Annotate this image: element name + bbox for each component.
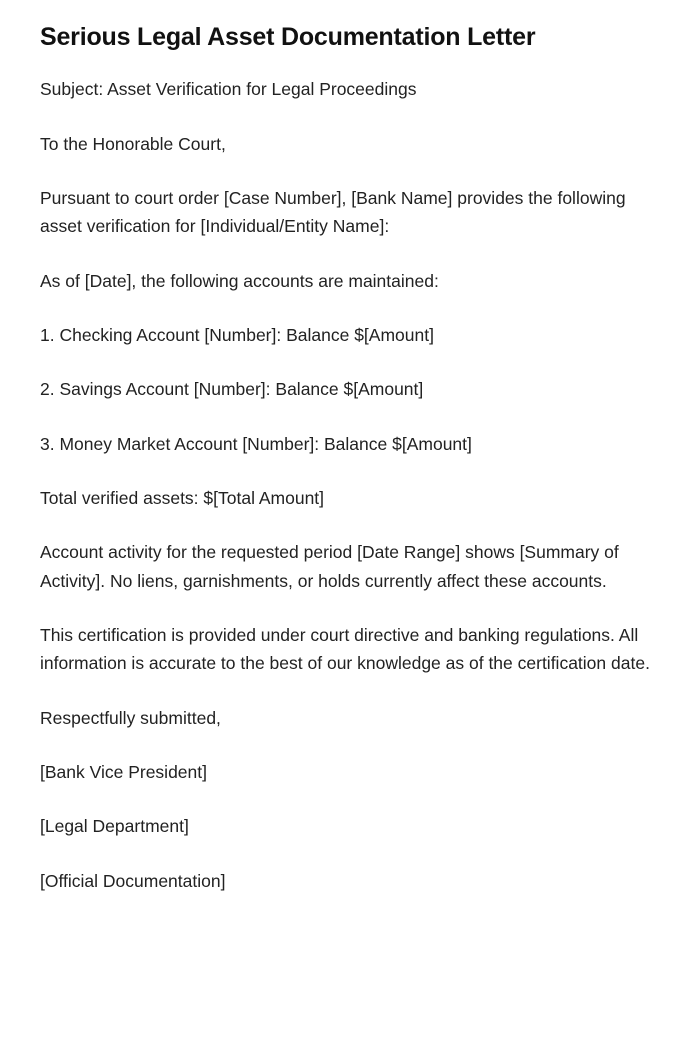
document-paragraph-account-2: 2. Savings Account [Number]: Balance $[Amount] xyxy=(40,379,424,400)
page-title: Serious Legal Asset Documentation Letter xyxy=(40,23,536,51)
document-paragraph-activity: Account activity for the requested period [Date Range] shows [Summary of Activity]. No liens, garnishments, or holds currently affect these accounts. xyxy=(40,542,619,591)
document-paragraph-salutation: To the Honorable Court, xyxy=(40,133,226,154)
document-paragraph-signature-title: [Bank Vice President] xyxy=(40,762,207,783)
document-paragraph-department: [Legal Department] xyxy=(40,816,189,837)
document-paragraph-account-1: 1. Checking Account [Number]: Balance $[Amount] xyxy=(40,324,434,345)
document-paragraph-accounts-heading: As of [Date], the following accounts are maintained: xyxy=(40,270,439,291)
document-paragraph-total: Total verified assets: $[Total Amount] xyxy=(40,488,325,508)
document-paragraph-closing: Respectfully submitted, xyxy=(40,707,221,728)
document-paragraph-subject: Subject: Asset Verification for Legal Proceedings xyxy=(40,79,417,100)
document-paragraph-intro: Pursuant to court order [Case Number], [Bank Name] provides the following asset verification for [Individual/Entity Name]: xyxy=(40,187,626,237)
document-paragraph-certification: This certification is provided under court directive and banking regulations. All information is accurate to the best of our knowledge as of the certification date. xyxy=(40,625,650,674)
document-paragraph-official-documentation: [Official Documentation] xyxy=(40,870,226,891)
document-paragraph-account-3: 3. Money Market Account [Number]: Balance $[Amount] xyxy=(40,433,472,454)
